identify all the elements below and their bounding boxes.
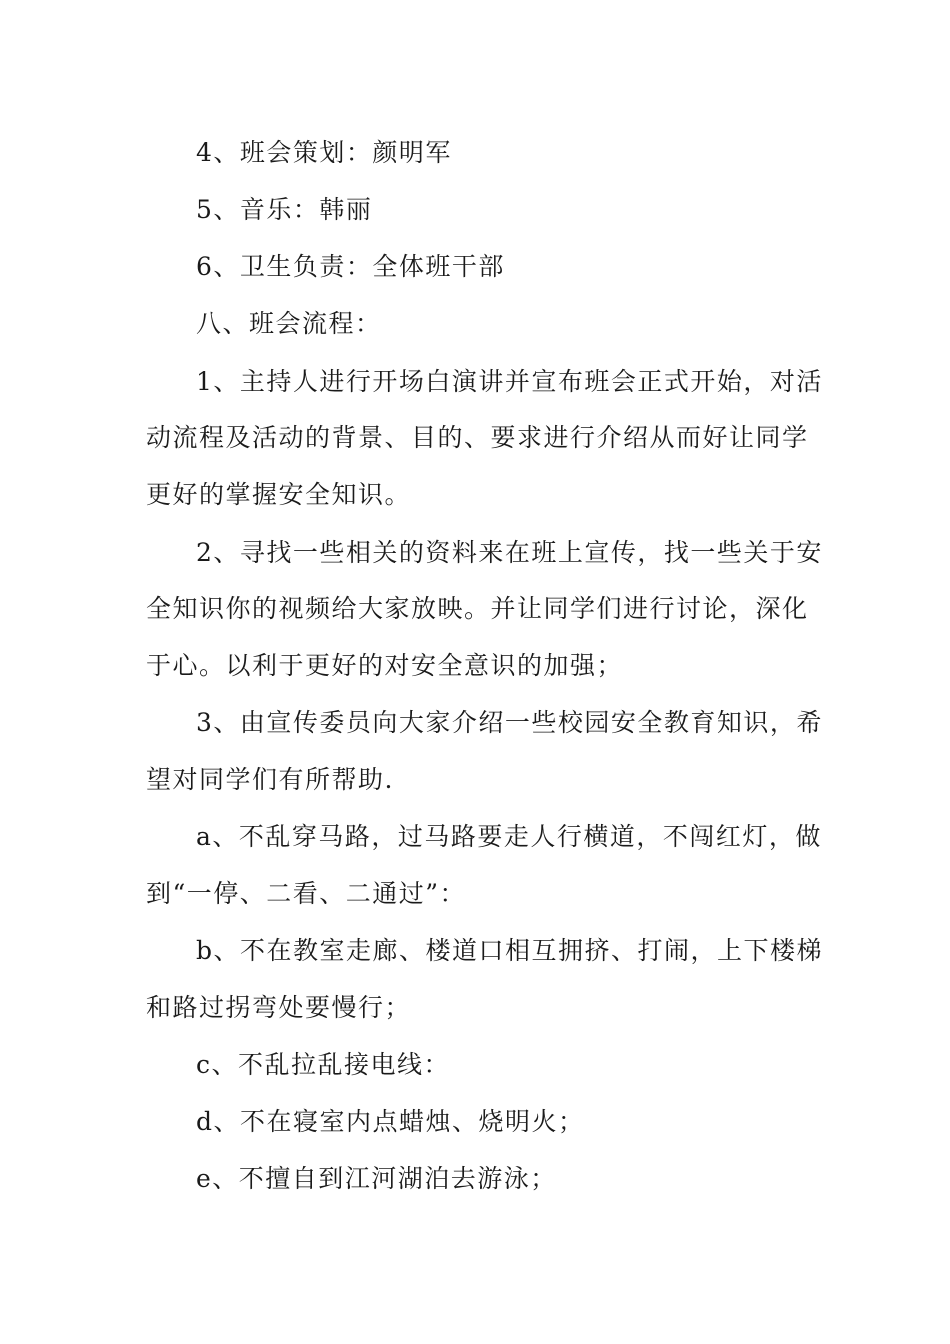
item-b-line-1: b、不在教室走廊、楼道口相互拥挤、打闹，上下楼梯: [196, 936, 824, 965]
paragraph-2-line-3: 于心。以利于更好的对安全意识的加强；: [146, 651, 624, 680]
item-c: c、不乱拉乱接电线：: [196, 1050, 451, 1079]
paragraph-2-line-1: 2、寻找一些相关的资料来在班上宣传，找一些关于安: [196, 538, 823, 567]
text-line-music: 5、音乐：韩丽: [196, 195, 373, 224]
paragraph-1-line-3: 更好的掌握安全知识。: [146, 480, 412, 509]
item-d: d、不在寝室内点蜡烛、烧明火；: [196, 1107, 585, 1136]
paragraph-1-line-2: 动流程及活动的背景、目的、要求进行介绍从而好让同学: [146, 423, 809, 452]
paragraph-3-line-2: 望对同学们有所帮助.: [146, 765, 394, 794]
paragraph-2-line-2: 全知识你的视频给大家放映。并让同学们进行讨论，深化: [146, 594, 809, 623]
text-line-organizer: 4、班会策划：颜明军: [196, 138, 452, 167]
item-a-line-2: 到“一停、二看、二通过”：: [146, 879, 467, 908]
item-a-line-1: a、不乱穿马路，过马路要走人行横道，不闯红灯，做: [196, 822, 822, 851]
paragraph-1-line-1: 1、主持人进行开场白演讲并宣布班会正式开始，对活: [196, 367, 823, 396]
item-e: e、不擅自到江河湖泊去游泳；: [196, 1164, 557, 1193]
text-line-hygiene: 6、卫生负责：全体班干部: [196, 252, 505, 281]
section-heading-process: 八、班会流程：: [196, 309, 382, 338]
item-b-line-2: 和路过拐弯处要慢行；: [146, 993, 412, 1022]
paragraph-3-line-1: 3、由宣传委员向大家介绍一些校园安全教育知识，希: [196, 708, 823, 737]
